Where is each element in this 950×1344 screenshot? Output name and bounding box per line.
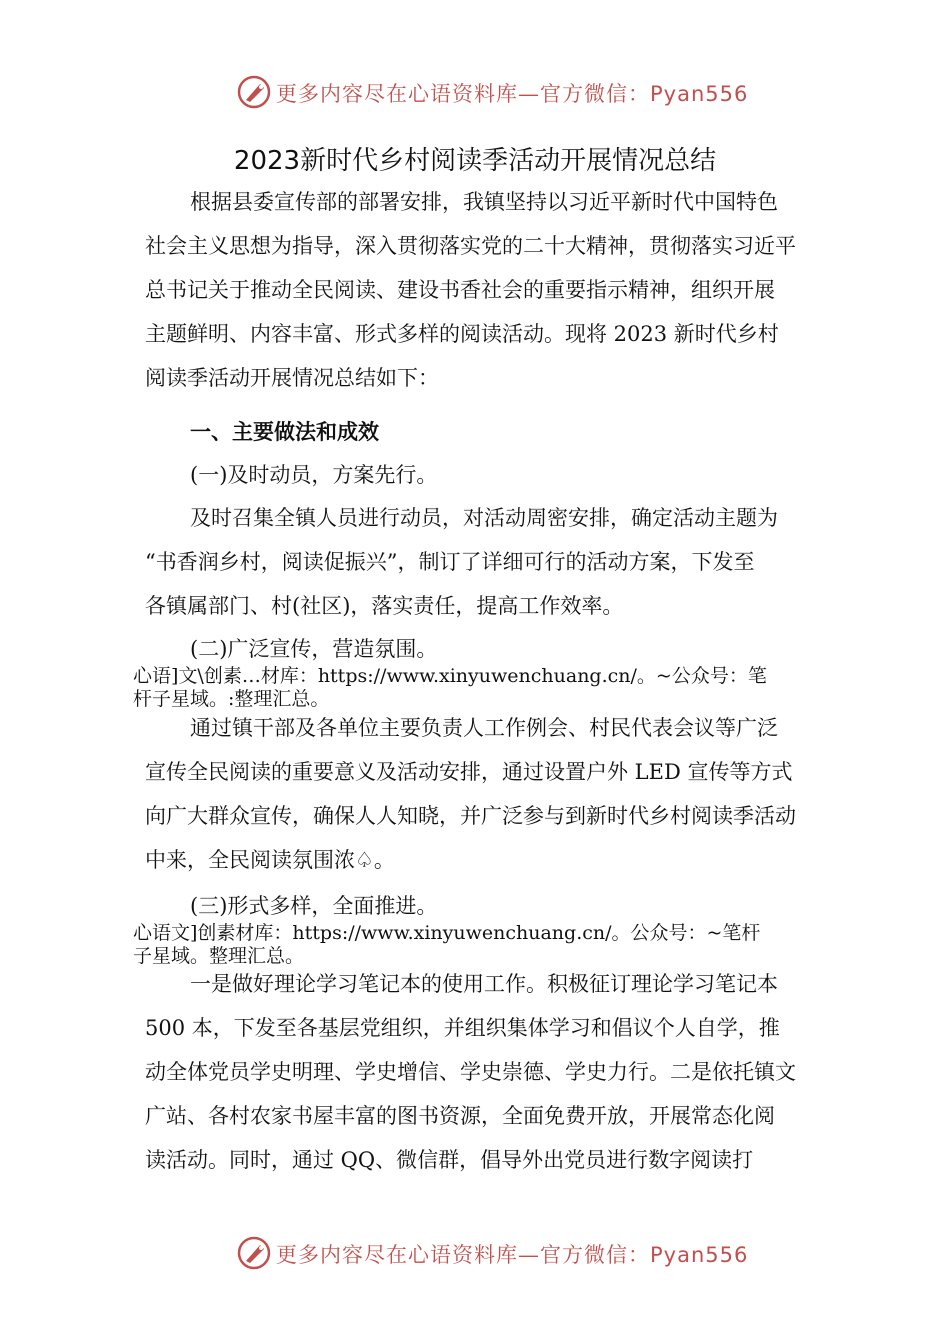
text-line: 通过镇干部及各单位主要负责人工作例会、村民代表会议等广泛 (190, 716, 778, 740)
banner-wechat: Pyan556 (650, 82, 749, 106)
text-line: 根据县委宣传部的部署安排，我镇坚持以习近平新时代中国特色 (190, 190, 778, 214)
banner-text: 更多内容尽在心语资料库—官方微信：Pyan556 (276, 1243, 749, 1267)
noise-line: 杆子星域。:整理汇总。 (133, 688, 330, 710)
section-heading: 一、主要做法和成效 (190, 420, 379, 444)
footer-banner (0, 1231, 950, 1275)
text-line: 宣传全民阅读的重要意义及活动安排，通过设置户外 LED 宣传等方式 (145, 760, 793, 784)
text-line: 一是做好理论学习笔记本的使用工作。积极征订理论学习笔记本 (190, 972, 778, 996)
paragraph-1 (145, 496, 810, 628)
text-line: 社会主义思想为指导，深入贯彻落实党的二十大精神，贯彻落实习近平 (145, 234, 796, 258)
header-banner (0, 70, 950, 114)
text-line: 动全体党员学史明理、学史增信、学史崇德、学史力行。二是依托镇文 (145, 1060, 796, 1084)
pen-nib-logo-icon (236, 74, 272, 110)
text-line: 总书记关于推动全民阅读、建设书香社会的重要指示精神，组织开展 (145, 278, 775, 302)
intro-paragraph (145, 180, 810, 400)
paragraph-2 (145, 706, 810, 882)
text-line: 主题鲜明、内容丰富、形式多样的阅读活动。现将 2023 新时代乡村 (145, 322, 779, 346)
subheading-2: (二)广泛宣传，营造氛围。 (190, 637, 438, 661)
text-line: 向广大群众宣传，确保人人知晓，并广泛参与到新时代乡村阅读季活动 (145, 804, 796, 828)
text-line: 阅读季活动开展情况总结如下： (145, 366, 439, 390)
banner-text: 更多内容尽在心语资料库—官方微信：Pyan556 (276, 82, 749, 106)
text-line: 广站、各村农家书屋丰富的图书资源，全面免费开放，开展常态化阅 (145, 1104, 775, 1128)
text-line: 500 本，下发至各基层党组织，并组织集体学习和倡议个人自学，推 (145, 1016, 780, 1040)
pen-nib-logo-icon (236, 1235, 272, 1271)
paragraph-3 (145, 962, 810, 1182)
watermark-text-1 (133, 665, 838, 711)
subheading-1: (一)及时动员，方案先行。 (190, 463, 438, 487)
text-line: 各镇属部门、村(社区)，落实责任，提高工作效率。 (145, 594, 624, 618)
text-line: 及时召集全镇人员进行动员，对活动周密安排，确定活动主题为 (190, 506, 778, 530)
noise-line: 子星域。整理汇总。 (133, 945, 305, 967)
noise-line: 心语]文\创素…材库：https://www.xinyuwenchuang.cn/。~公众号：笔 (133, 665, 767, 687)
banner-wechat: Pyan556 (650, 1243, 749, 1267)
document-title: 2023新时代乡村阅读季活动开展情况总结 (233, 146, 717, 176)
subheading-3: (三)形式多样，全面推进。 (190, 894, 438, 918)
text-line: “书香润乡村，阅读促振兴”，制订了详细可行的活动方案，下发至 (145, 550, 755, 574)
text-line: 读活动。同时，通过 QQ、微信群，倡导外出党员进行数字阅读打 (145, 1148, 754, 1172)
noise-line: 心语文]创素材库：https://www.xinyuwenchuang.cn/。公众号：~笔杆 (133, 922, 761, 944)
text-line: 中来，全民阅读氛围浓♤。 (145, 848, 395, 872)
